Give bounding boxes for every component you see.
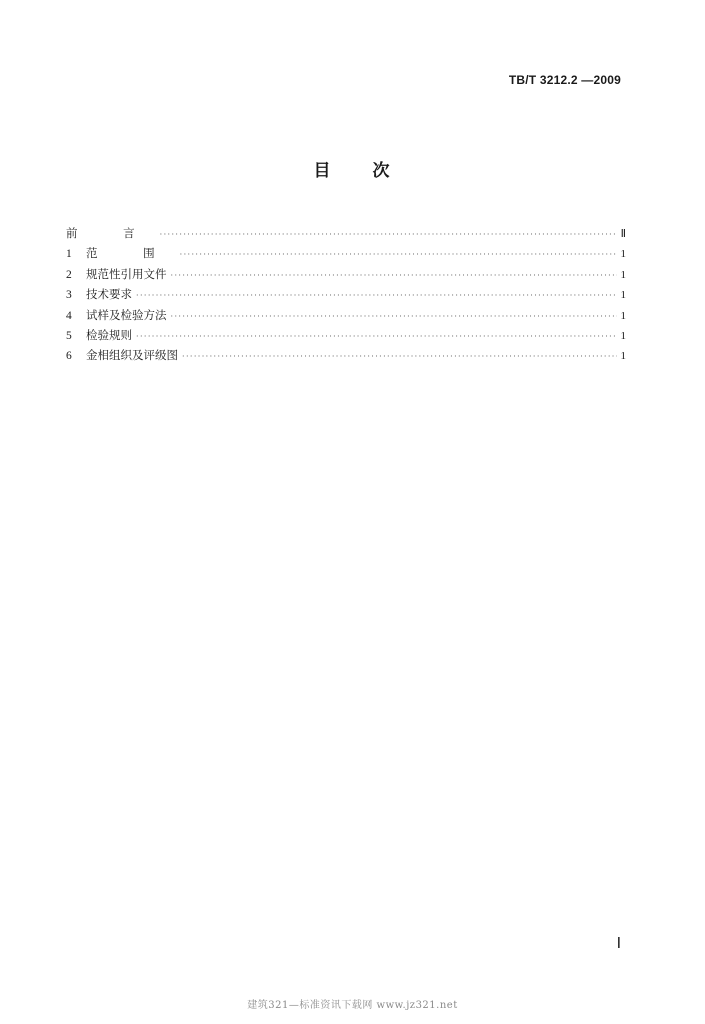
- toc-entry-label: 金相组织及评级图: [86, 348, 178, 363]
- toc-entry-page: 1: [620, 309, 626, 322]
- toc-entry-number: 5: [66, 329, 72, 342]
- toc-entry-specimens-and-test-methods[interactable]: [66, 305, 626, 325]
- toc-entry-normative-references[interactable]: [66, 264, 626, 284]
- toc-entry-page: 1: [620, 329, 626, 342]
- toc-entry-page: 1: [620, 248, 626, 261]
- watermark-text: 建筑321—标准资讯下载网 www.jz321.net: [247, 1000, 458, 1011]
- toc-entry-page: 1: [620, 350, 626, 363]
- toc-entry-microstructure-grading-charts[interactable]: [66, 345, 626, 365]
- toc-entry-page: Ⅱ: [620, 228, 626, 240]
- toc-leader-dots: [180, 245, 617, 265]
- toc-leader-dots: [171, 307, 617, 327]
- toc-entry-number: 2: [66, 268, 72, 281]
- toc-entry-label: 技术要求: [86, 287, 132, 302]
- toc-title: [0, 156, 705, 181]
- toc-title-left: 目: [313, 161, 333, 181]
- toc-entry-label: 规范性引用文件: [86, 266, 167, 281]
- toc-leader-dots: [160, 225, 617, 245]
- toc-entry-label: 前 言: [66, 226, 156, 240]
- toc-title-right: 次: [372, 161, 392, 181]
- toc-entry-label: 范 围: [86, 246, 176, 261]
- toc-entry-inspection-rules[interactable]: [66, 325, 626, 345]
- toc-leader-dots: [171, 266, 617, 286]
- toc-entry-page: 1: [620, 289, 626, 302]
- toc-entry-label: 检验规则: [86, 327, 132, 342]
- toc-leader-dots: [136, 286, 617, 306]
- toc-entry-label: 试样及检验方法: [86, 307, 167, 322]
- toc-leader-dots: [136, 327, 617, 347]
- toc-entry-number: 3: [66, 289, 72, 302]
- toc-entry-number: 1: [66, 248, 72, 261]
- toc-entry-foreword[interactable]: [66, 223, 626, 243]
- toc-leader-dots: [182, 347, 617, 367]
- toc-list: [66, 223, 626, 366]
- toc-entry-technical-requirements[interactable]: [66, 284, 626, 304]
- toc-entry-number: 6: [66, 350, 72, 363]
- toc-entry-scope[interactable]: [66, 243, 626, 263]
- page-number: Ⅰ: [616, 936, 621, 952]
- toc-entry-number: 4: [66, 309, 72, 322]
- toc-entry-page: 1: [620, 268, 626, 281]
- standard-code: TB/T 3212.2 —2009: [508, 73, 621, 87]
